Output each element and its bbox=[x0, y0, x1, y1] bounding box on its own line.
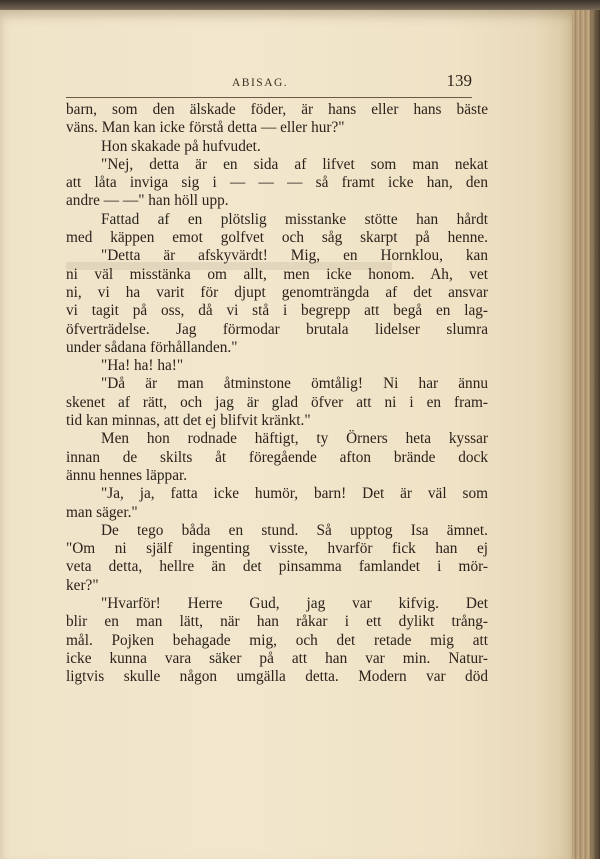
text-line: ni väl misstänka om allt, men icke honom. Ah, vet bbox=[66, 265, 488, 283]
text-line: att låta inviga sig i — — — så framt icke han, den bbox=[66, 174, 488, 192]
text-line: icke kunna vara säker på att han var min. Natur- bbox=[66, 649, 488, 667]
text-line: "Ja, ja, fatta icke humör, barn! Det är väl som bbox=[101, 485, 488, 503]
running-title: ABISAG. bbox=[232, 77, 289, 89]
text-line: De tego båda en stund. Så upptog Isa ämnet. bbox=[101, 521, 488, 539]
running-head bbox=[66, 69, 472, 98]
text-line: öfverträdelse. Jag förmodar brutala lidelser slumra bbox=[66, 320, 488, 338]
text-line: "Ha! ha! ha!" bbox=[101, 357, 184, 375]
text-line: blir en man lätt, när han råkar i ett dylikt trång- bbox=[66, 613, 488, 631]
text-line: innan de skilts åt föregående afton brände dock bbox=[66, 448, 488, 466]
body-text bbox=[66, 101, 488, 687]
text-line: mål. Pojken behagade mig, och det retade mig att bbox=[66, 631, 488, 649]
text-line: ker?" bbox=[66, 576, 99, 594]
text-line: andre — —" han höll upp. bbox=[66, 192, 229, 210]
text-line: vi tagit på oss, då vi stå i begrepp att begå en lag- bbox=[66, 302, 488, 320]
text-line: "Detta är afskyvärdt! Mig, en Hornklou, kan bbox=[101, 247, 488, 265]
text-line: Men hon rodnade häftigt, ty Örners heta kyssar bbox=[101, 430, 488, 448]
text-line: veta detta, hellre än det pinsamma famlandet i mör- bbox=[66, 558, 488, 576]
text-line: skenet af rätt, och jag är glad öfver att ni i en fram- bbox=[66, 393, 488, 411]
text-line: "Nej, detta är en sida af lifvet som man nekat bbox=[101, 155, 488, 173]
text-line: väns. Man kan icke förstå detta — eller hur?" bbox=[66, 119, 345, 137]
text-line: barn, som den älskade föder, är hans eller hans bäste bbox=[66, 101, 488, 118]
text-line: man säger." bbox=[66, 503, 138, 521]
text-line: "Om ni själf ingenting visste, hvarför fick han ej bbox=[66, 540, 488, 558]
text-line: tid kan minnas, att det ej blifvit kränkt." bbox=[66, 412, 311, 430]
text-line: Fattad af en plötslig misstanke stötte han hårdt bbox=[101, 210, 488, 228]
text-line: "Hvarför! Herre Gud, jag var kifvig. Det bbox=[101, 595, 488, 613]
page-fore-edge bbox=[572, 10, 600, 859]
page-number: 139 bbox=[446, 71, 472, 90]
text-line: ni, vi ha varit för djupt genomträngda af det ansvar bbox=[66, 283, 488, 301]
text-line: "Då är man åtminstone ömtålig! Ni har ännu bbox=[101, 375, 488, 393]
text-line: ännu hennes läppar. bbox=[66, 466, 188, 484]
text-line: ligtvis skulle någon umgälla detta. Modern var död bbox=[66, 668, 488, 686]
text-line: med käppen emot golfvet och såg skarpt på henne. bbox=[66, 229, 488, 247]
text-line: under sådana förhållanden." bbox=[66, 338, 238, 356]
text-line: Hon skakade på hufvudet. bbox=[101, 137, 261, 155]
